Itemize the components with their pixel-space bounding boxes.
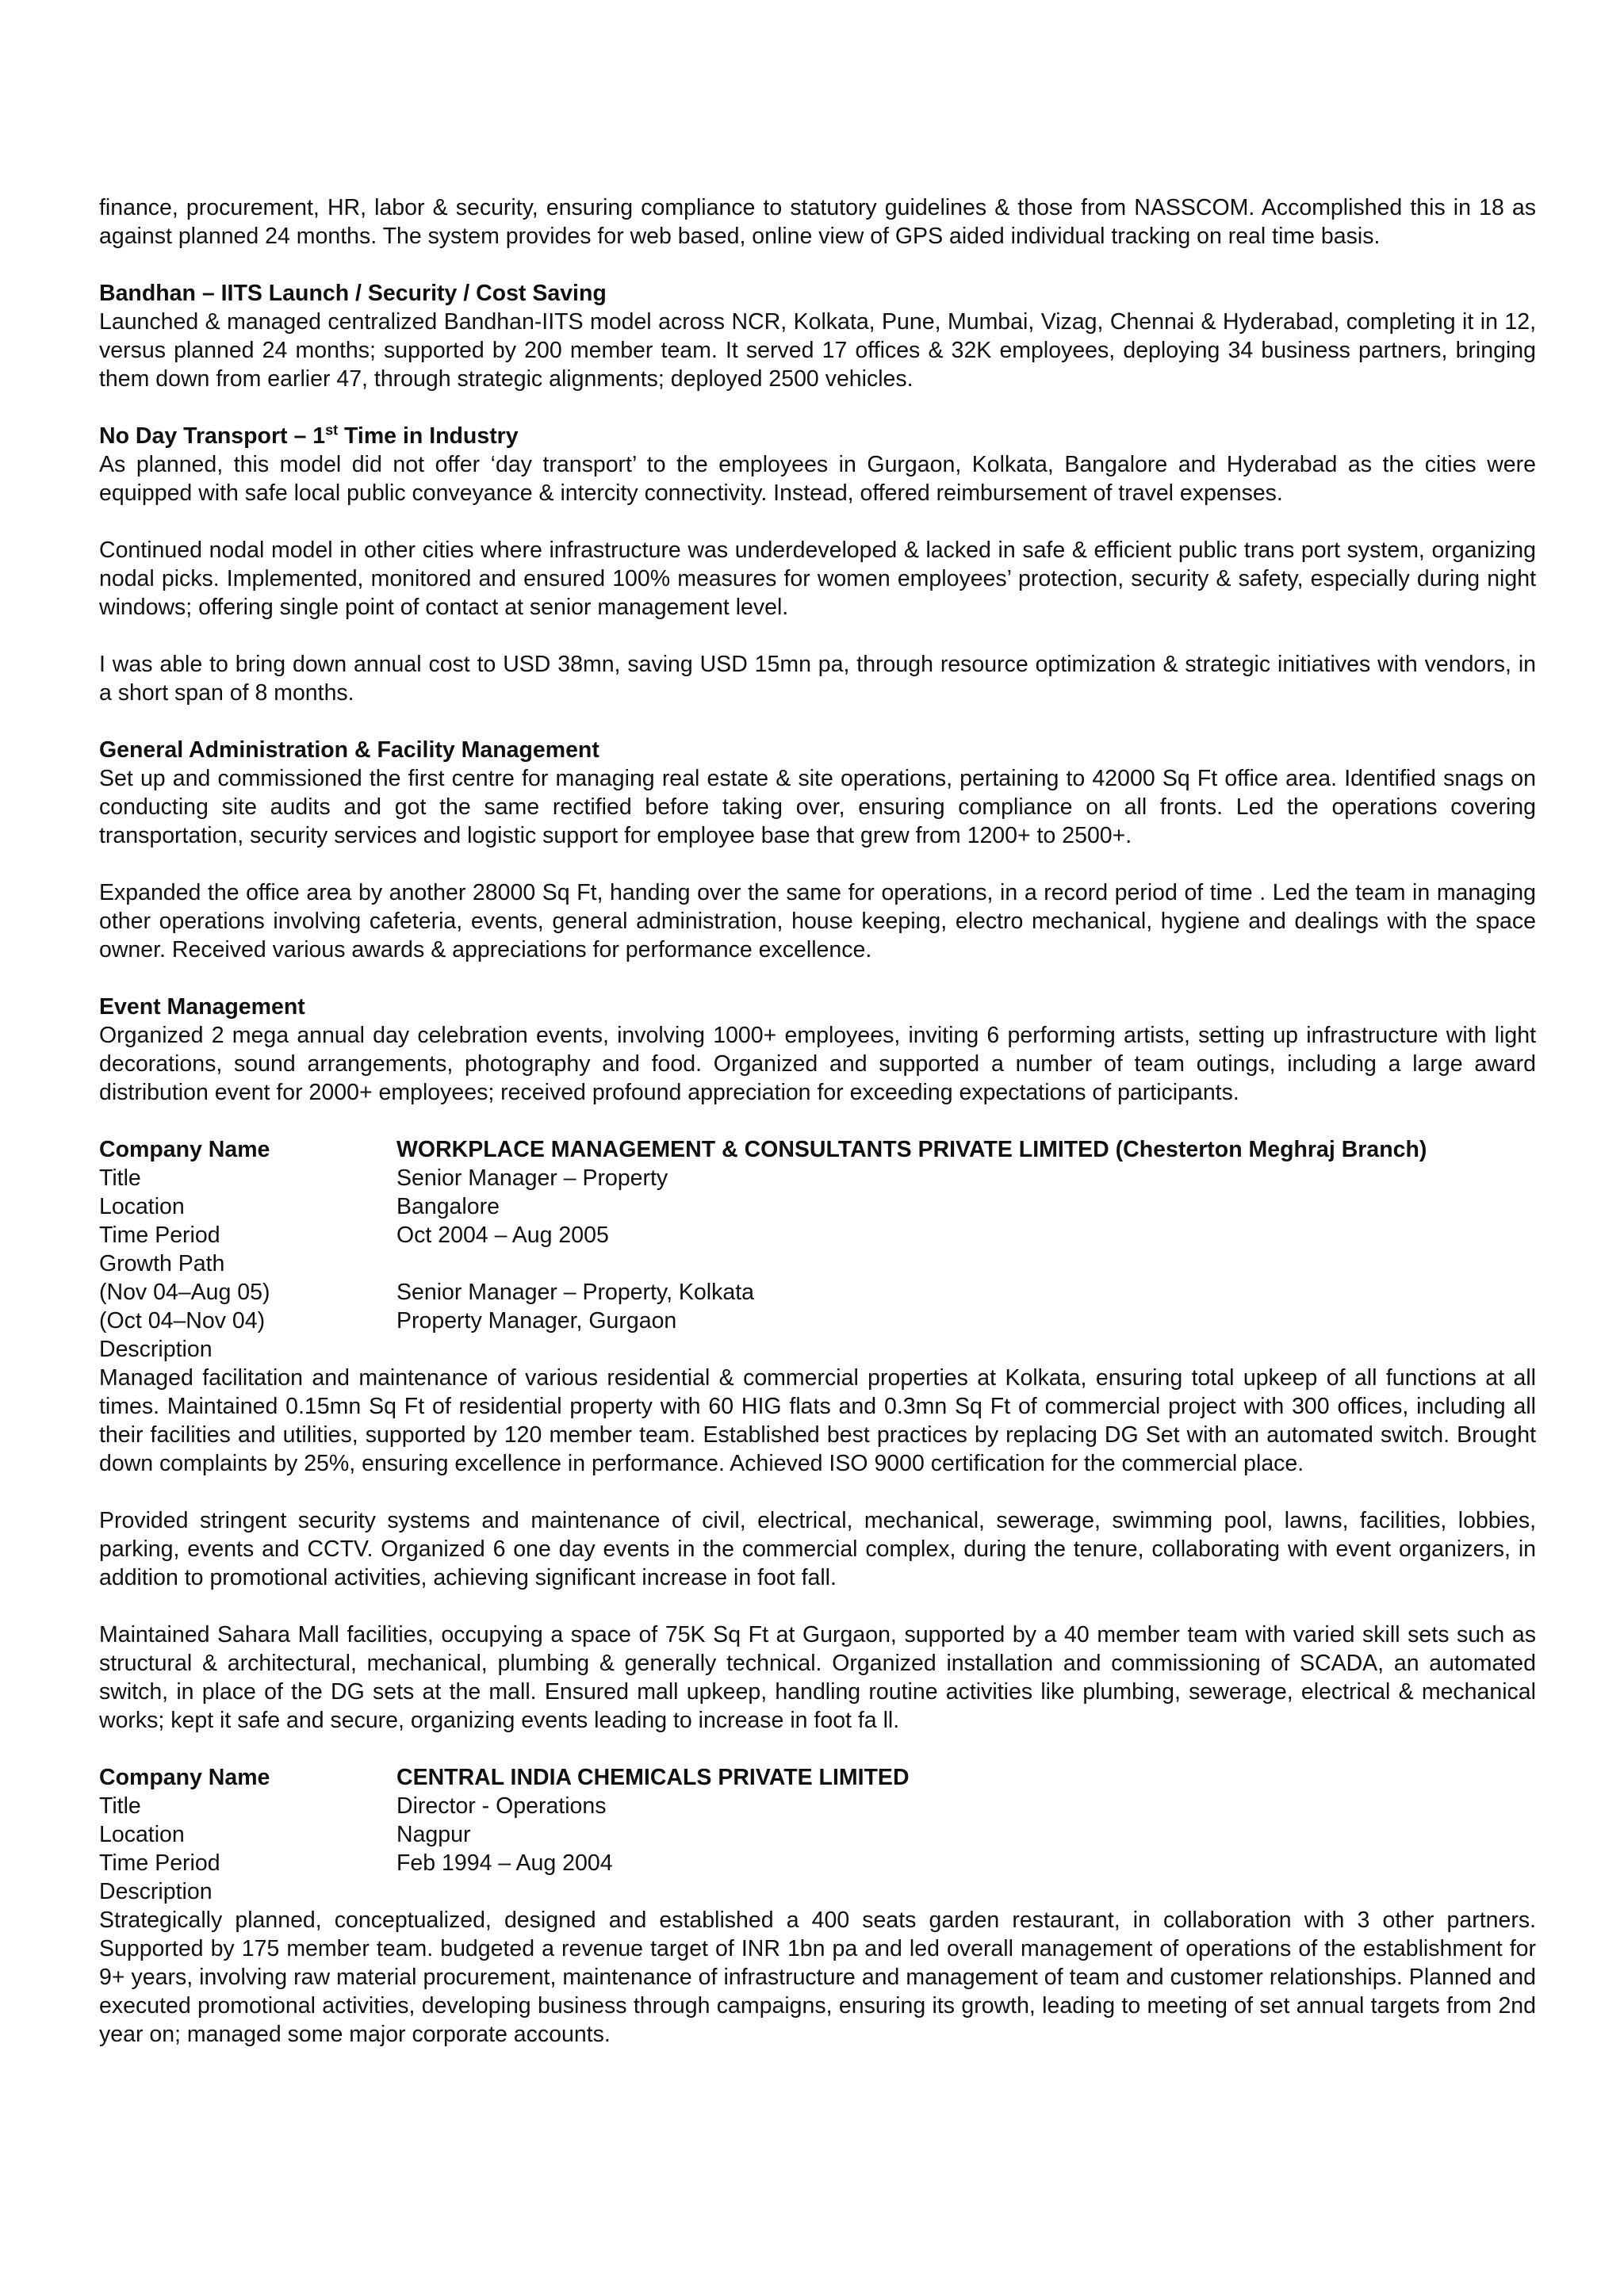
time-period-label: Time Period — [99, 1223, 220, 1248]
growth-path-item — [99, 1307, 1536, 1335]
description-label: Description — [99, 1879, 213, 1904]
company-name-value: CENTRAL INDIA CHEMICALS PRIVATE LIMITED — [396, 1765, 910, 1790]
description-row — [99, 1877, 1536, 1906]
section-paragraph: Set up and commissioned the first centre for managing real estate & site operations, pertaining to 42000 Sq Ft office area. Identified snags on conducting site audits and got the same rectified before taking over, ensuring compliance on all fronts. Led the operations covering transportation, security services and logistic support for employee base that grew from 1200+ to 2500+. — [99, 766, 1536, 848]
location-label: Location — [99, 1194, 185, 1219]
location-row — [99, 1192, 1536, 1221]
growth-role: Property Manager, Gurgaon — [396, 1308, 677, 1334]
section-paragraph: Expanded the office area by another 28000 Sq Ft, handing over the same for operations, in a record period of time . Led the team in managing other operations involving cafeteria, events, general administration, house keeping, electro mechanical, hygiene and dealings with the space owner. Received various awards & appreciations for performance excellence. — [99, 880, 1536, 962]
title-value: Director - Operations — [396, 1793, 607, 1819]
description-row — [99, 1335, 1536, 1364]
resume-page — [99, 193, 1536, 2077]
description-paragraph: Strategically planned, conceptualized, designed and established a 400 seats garden restaurant, in collaboration with 3 other partners. Supported by 175 member team. budgeted a revenue target of INR 1bn pa and led overall management of operations of the establishment for 9+ years, involving raw material procurement, maintenance of infrastructure and management of team and customer relationships. Planned and executed promotional activities, developing business through campaigns, ensuring its growth, leading to meeting of set annual targets from 2nd year on; managed some major corporate accounts. — [99, 1908, 1536, 2047]
time-period-row — [99, 1221, 1536, 1249]
time-period-value: Oct 2004 – Aug 2005 — [396, 1223, 609, 1248]
company-block-central-india — [99, 1763, 1536, 2049]
section-paragraph: As planned, this model did not offer ‘day transport’ to the employees in Gurgaon, Kolkata, Bangalore and Hyderabad as the cities were equipped with safe local public conveyance & intercity connectivity. Instead, offered reimbursement of travel expenses. — [99, 452, 1536, 506]
company-name-row — [99, 1135, 1536, 1164]
company-name-row — [99, 1763, 1536, 1792]
title-row — [99, 1164, 1536, 1192]
growth-period: (Oct 04–Nov 04) — [99, 1308, 266, 1334]
title-value: Senior Manager – Property — [396, 1165, 668, 1191]
section-heading: No Day Transport – 1st Time in Industry — [99, 422, 519, 449]
time-period-label: Time Period — [99, 1850, 220, 1876]
company-name-label: Company Name — [99, 1137, 270, 1162]
section-paragraph: Launched & managed centralized Bandhan-IITS model across NCR, Kolkata, Pune, Mumbai, Vizag, Chennai & Hyderabad, completing it in 12, versus planned 24 months; supported by 200 member team. It served 17 offices & 32K employees, deploying 34 business partners, bringing them down from earlier 47, through strategic alignments; deployed 2500 vehicles. — [99, 309, 1536, 392]
location-row — [99, 1820, 1536, 1849]
intro-paragraph: finance, procurement, HR, labor & security, ensuring compliance to statutory guidelines & those from NASSCOM. Accomplished this in 18 as against planned 24 months. The system provides for web based, online view of GPS aided individual tracking on real time basis. — [99, 195, 1536, 249]
location-label: Location — [99, 1822, 185, 1847]
time-period-row — [99, 1849, 1536, 1877]
growth-path-item — [99, 1278, 1536, 1307]
company-name-value: WORKPLACE MANAGEMENT & CONSULTANTS PRIVATE LIMITED (Chesterton Meghraj Branch) — [396, 1137, 1427, 1162]
section-heading: General Administration & Facility Management — [99, 737, 599, 763]
description-paragraph: Managed facilitation and maintenance of various residential & commercial properties at Kolkata, ensuring total upkeep of all functions at all times. Maintained 0.15mn Sq Ft of residential property with 60 HIG flats and 0.3mn Sq Ft of commercial project with 300 offices, including all their facilities and utilities, supported by 120 member team. Established best practices by replacing DG Set with an automated switch. Brought down complaints by 25%, ensuring excellence in performance. Achieved ISO 9000 certification for the commercial place. — [99, 1365, 1536, 1476]
location-value: Nagpur — [396, 1822, 471, 1847]
time-period-value: Feb 1994 – Aug 2004 — [396, 1850, 613, 1876]
section-event-management — [99, 993, 1536, 1107]
section-no-day-transport — [99, 422, 1536, 507]
section-paragraph: I was able to bring down annual cost to USD 38mn, saving USD 15mn pa, through resource optimization & strategic initiatives with vendors, in a short span of 8 months. — [99, 652, 1536, 706]
description-label: Description — [99, 1337, 213, 1362]
section-paragraph: Organized 2 mega annual day celebration events, involving 1000+ employees, inviting 6 performing artists, setting up infrastructure with light decorations, sound arrangements, photography and food. Organized and supported a number of team outings, including a large award distribution event for 2000+ employees; received profound appreciation for exceeding expectations of participants. — [99, 1023, 1536, 1105]
growth-path-label: Growth Path — [99, 1251, 225, 1276]
title-label: Title — [99, 1165, 141, 1191]
growth-path-row — [99, 1249, 1536, 1278]
description-paragraph: Provided stringent security systems and maintenance of civil, electrical, mechanical, sewerage, swimming pool, lawns, facilities, lobbies, parking, events and CCTV. Organized 6 one day events in the commercial complex, during the tenure, collaborating with event organizers, in addition to promotional activities, achieving significant increase in foot fall. — [99, 1508, 1536, 1590]
section-heading: Event Management — [99, 994, 305, 1020]
section-general-administration — [99, 736, 1536, 850]
section-paragraph: Continued nodal model in other cities where infrastructure was underdeveloped & lacked in safe & efficient public trans port system, organizing nodal picks. Implemented, monitored and ensured 100% measures for women employees’ protection, security & safety, especially during night windows; offering single point of contact at senior management level. — [99, 538, 1536, 620]
growth-role: Senior Manager – Property, Kolkata — [396, 1280, 754, 1305]
section-bandhan — [99, 279, 1536, 393]
location-value: Bangalore — [396, 1194, 500, 1219]
company-name-label: Company Name — [99, 1765, 270, 1790]
title-row — [99, 1792, 1536, 1820]
section-heading: Bandhan – IITS Launch / Security / Cost Saving — [99, 281, 607, 306]
description-paragraph: Maintained Sahara Mall facilities, occupying a space of 75K Sq Ft at Gurgaon, supported by a 40 member team with varied skill sets such as structural & architectural, mechanical, plumbing & generally technical. Organized installation and commissioning of SCADA, an automated switch, in place of the DG sets at the mall. Ensured mall upkeep, handling routine activities like plumbing, sewerage, electrical & mechanical works; kept it safe and secure, organizing events leading to increase in foot fa ll. — [99, 1622, 1536, 1733]
growth-period: (Nov 04–Aug 05) — [99, 1280, 270, 1305]
title-label: Title — [99, 1793, 141, 1819]
company-block-workplace — [99, 1135, 1536, 1735]
